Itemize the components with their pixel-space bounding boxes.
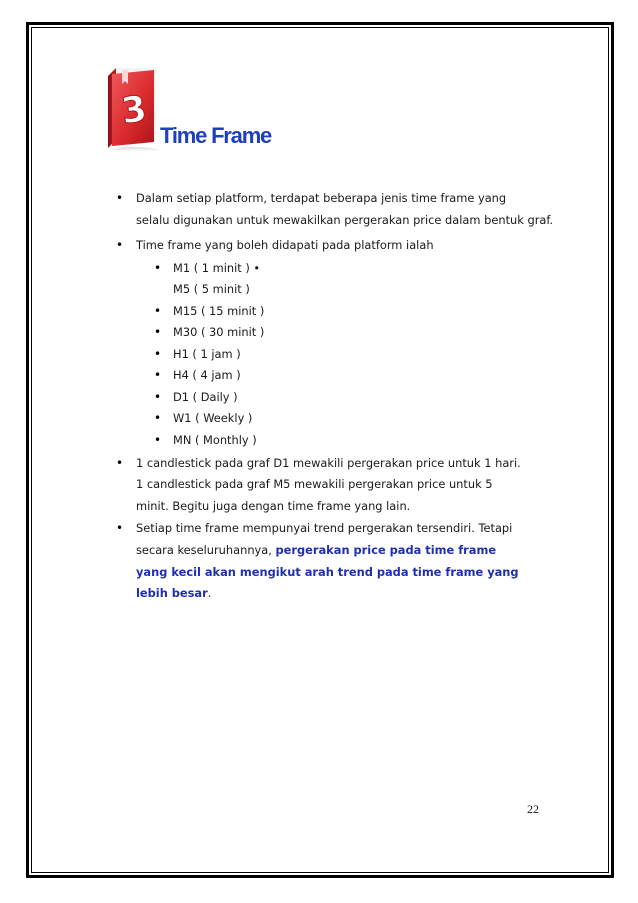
emphasis-text: yang kecil akan mengikut arah trend pada time frame yang [136,565,519,579]
timeframe-item: M1 ( 1 minit ) • [173,261,261,275]
bullet-dot-icon: • [154,347,162,361]
timeframe-item: M15 ( 15 minit ) [173,304,265,318]
bullet-dot-icon: • [116,456,124,470]
bullet-1-line-1: Dalam setiap platform, terdapat beberapa jenis time frame yang [136,191,507,205]
bullet-2-line-1: Time frame yang boleh didapati pada platform ialah [136,238,434,252]
timeframe-item: M30 ( 30 minit ) [173,325,265,339]
bullet-dot-icon: • [154,325,162,339]
emphasis-text: lebih besar [136,586,208,600]
timeframe-item: M5 ( 5 minit ) [173,282,250,296]
bullet-dot-icon: • [154,411,162,425]
red-book-icon [104,62,162,154]
timeframe-item: H4 ( 4 jam ) [173,368,241,382]
bullet-3-line-3: minit. Begitu juga dengan time frame yang lain. [136,499,411,513]
section-title: Time Frame [160,123,272,148]
timeframe-item: D1 ( Daily ) [173,390,238,404]
bullet-4-line-1: Setiap time frame mempunyai trend pergerakan tersendiri. Tetapi [136,521,513,535]
bullet-dot-icon: • [116,191,124,205]
timeframe-item: W1 ( Weekly ) [173,411,253,425]
page-number: 22 [527,802,539,816]
bullet-1-line-2: selalu digunakan untuk mewakilkan pergerakan price dalam bentuk graf. [136,213,554,227]
bullet-4-line-4 [136,585,211,601]
bullet-3-line-1: 1 candlestick pada graf D1 mewakili pergerakan price untuk 1 hari. [136,456,521,470]
bullet-dot-icon: • [154,261,162,275]
bullet-4-line-2-text: secara keseluruhannya, [136,543,276,557]
bullet-dot-icon: • [116,238,124,252]
chapter-number: 3 [118,88,150,133]
bullet-dot-icon: • [154,304,162,318]
bullet-dot-icon: • [154,433,162,447]
emphasis-text: pergerakan price pada time frame [275,543,497,557]
bullet-3-line-2: 1 candlestick pada graf M5 mewakili pergerakan price untuk 5 [136,477,493,491]
bullet-4-line-4-tail: . [207,586,212,600]
timeframe-item: H1 ( 1 jam ) [173,347,241,361]
bullet-dot-icon: • [116,521,124,535]
bullet-dot-icon: • [154,368,162,382]
bullet-4-line-2 [136,542,496,558]
timeframe-item: MN ( Monthly ) [173,433,257,447]
bullet-dot-icon: • [154,390,162,404]
